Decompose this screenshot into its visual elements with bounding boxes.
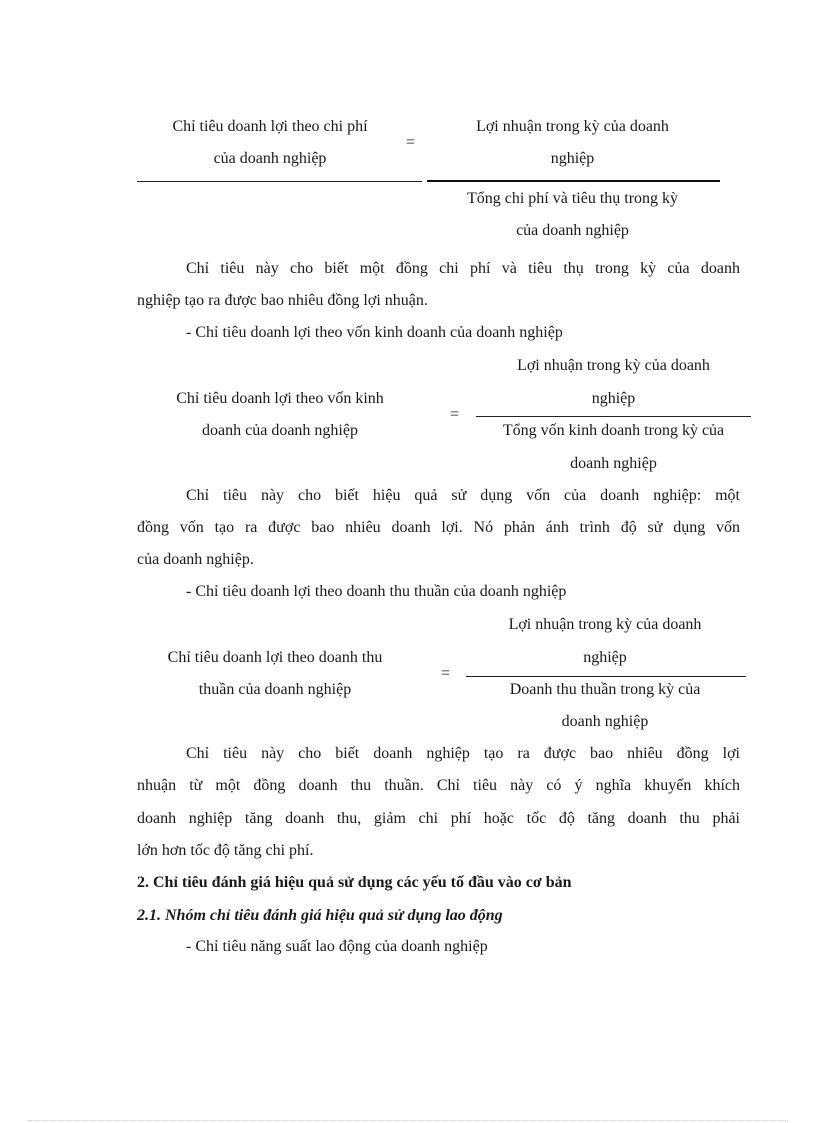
section-heading-2: 2. Chỉ tiêu đánh giá hiệu quả sử dụng các yếu tố đầu vào cơ bản xyxy=(137,874,572,891)
section-heading-2-1: 2.1. Nhóm chỉ tiêu đánh giá hiệu quả sử dụng lao động xyxy=(137,907,503,924)
para3-line4: lớn hơn tốc độ tăng chi phí. xyxy=(137,842,314,859)
formula3-fraction-bar xyxy=(466,676,746,677)
formula3-numerator-line1: Lợi nhuận trong kỳ của doanh xyxy=(508,616,702,633)
para3-line3: doanh nghiệp tăng doanh thu, giảm chi phí hoặc tốc độ tăng doanh thu phải xyxy=(137,810,740,827)
formula3-lhs-line2: thuần của doanh nghiệp xyxy=(198,681,352,698)
formula3-equals: = xyxy=(441,665,451,682)
para2-line3: của doanh nghiệp. xyxy=(137,551,254,568)
para1-line2: nghiệp tạo ra được bao nhiêu đồng lợi nhuận. xyxy=(137,292,428,309)
para2-line2: đồng vốn tạo ra được bao nhiêu doanh lợi. Nó phản ánh trình độ sử dụng vốn xyxy=(137,519,740,536)
page-bottom-border xyxy=(28,1120,788,1121)
formula1-numerator-line2: nghiệp xyxy=(550,150,595,167)
formula3-lhs-line1: Chỉ tiêu doanh lợi theo doanh thu xyxy=(167,649,383,666)
formula1-fraction-bar xyxy=(427,180,720,182)
formula1-denominator-line2: của doanh nghiệp xyxy=(516,222,629,239)
formula2-denominator-line2: doanh nghiệp xyxy=(570,455,657,472)
formula3-denominator-line1: Doanh thu thuần trong kỳ của xyxy=(509,681,701,698)
formula2-lhs-line2: doanh của doanh nghiệp xyxy=(202,422,358,439)
formula2-equals: = xyxy=(450,406,460,423)
para1-line1: Chỉ tiêu này cho biết một đồng chi phí và tiêu thụ trong kỳ của doanh xyxy=(186,260,740,277)
formula2-denominator-line1: Tổng vốn kinh doanh trong kỳ của xyxy=(502,422,725,439)
bullet-labor-productivity: - Chỉ tiêu năng suất lao động của doanh nghiệp xyxy=(186,938,488,955)
para3-line1: Chỉ tiêu này cho biết doanh nghiệp tạo ra được bao nhiêu đồng lợi xyxy=(186,745,740,762)
formula1-equals: = xyxy=(406,134,416,151)
formula3-denominator-line2: doanh nghiệp xyxy=(561,713,649,730)
formula1-lhs-line1: Chỉ tiêu doanh lợi theo chi phí xyxy=(172,118,368,135)
formula1-lhs-underline xyxy=(137,181,422,182)
formula3-numerator-line2: nghiệp xyxy=(583,649,627,666)
formula2-numerator-line2: nghiệp xyxy=(591,390,636,407)
formula2-fraction-bar xyxy=(476,416,751,417)
formula2-lhs-line1: Chỉ tiêu doanh lợi theo vốn kinh xyxy=(176,390,384,407)
bullet-revenue-return: - Chỉ tiêu doanh lợi theo doanh thu thuần của doanh nghiệp xyxy=(186,583,567,600)
para2-line1: Chỉ tiêu này cho biết hiệu quả sử dụng vốn của doanh nghiệp: một xyxy=(186,487,740,504)
formula2-numerator-line1: Lợi nhuận trong kỳ của doanh xyxy=(517,357,710,374)
formula1-lhs-line2: của doanh nghiệp xyxy=(213,150,327,167)
para3-line2: nhuận từ một đồng doanh thu thuần. Chỉ tiêu này có ý nghĩa khuyến khích xyxy=(137,777,740,794)
formula1-numerator-line1: Lợi nhuận trong kỳ của doanh xyxy=(476,118,669,135)
formula1-denominator-line1: Tổng chi phí và tiêu thụ trong kỳ xyxy=(466,190,679,207)
bullet-capital-return: - Chỉ tiêu doanh lợi theo vốn kinh doanh của doanh nghiệp xyxy=(186,324,563,341)
